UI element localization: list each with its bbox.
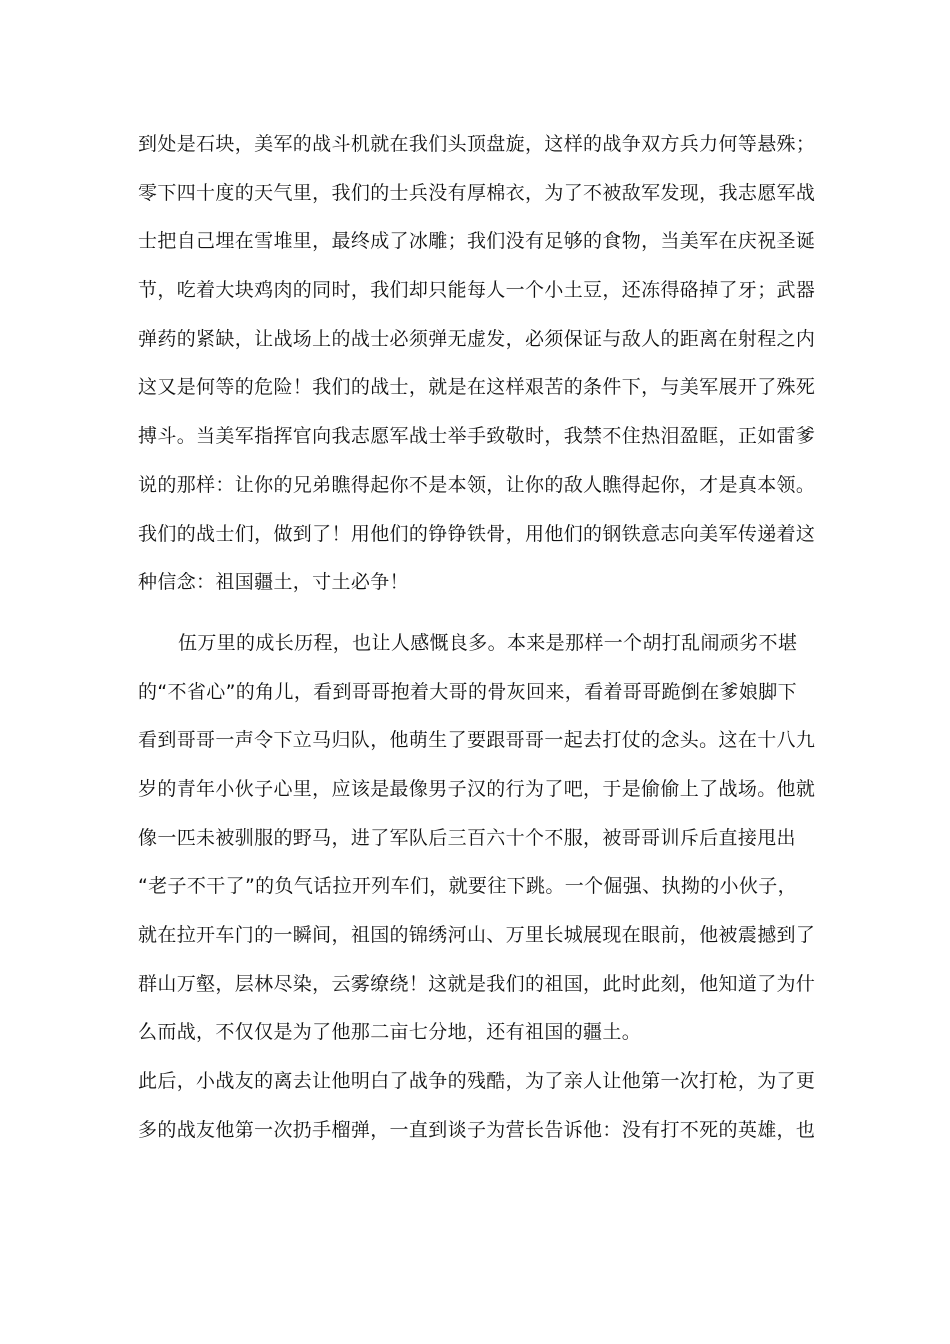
paragraph-spacer — [138, 607, 818, 619]
text-line: 说的那样：让你的兄弟瞧得起你不是本领，让你的敌人瞧得起你，才是真本领。 — [138, 473, 816, 496]
text-line: 多的战友他第一次扔手榴弹，一直到谈子为营长告诉他：没有打不死的英雄，也 — [138, 1118, 816, 1141]
paragraph-2 — [138, 619, 818, 1057]
text-line: 士把自己埋在雪堆里，最终成了冰雕；我们没有足够的食物，当美军在庆祝圣诞 — [138, 230, 816, 253]
paragraph-3 — [138, 1057, 818, 1154]
text-line: 群山万壑，层林尽染，云雾缭绕！这就是我们的祖国，此时此刻，他知道了为什 — [138, 972, 816, 995]
text-line: 我们的战士们，做到了！用他们的铮铮铁骨，用他们的钢铁意志向美军传递着这 — [138, 522, 816, 545]
text-line: 搏斗。当美军指挥官向我志愿军战士举手致敬时，我禁不住热泪盈眶，正如雷爹 — [138, 425, 816, 448]
text-line: 像一匹未被驯服的野马，进了军队后三百六十个不服，被哥哥训斥后直接甩出 — [138, 826, 796, 849]
text-line: 这又是何等的危险！我们的战士，就是在这样艰苦的条件下，与美军展开了殊死 — [138, 376, 816, 399]
text-line: 节，吃着大块鸡肉的同时，我们却只能每人一个小土豆，还冻得硌掉了牙；武器 — [138, 279, 816, 302]
text-line: 么而战，不仅仅是为了他那二亩七分地，还有祖国的疆土。 — [138, 1021, 642, 1044]
document-body — [138, 120, 818, 1154]
text-line: 岁的青年小伙子心里，应该是最像男子汉的行为了吧，于是偷偷上了战场。他就 — [138, 777, 816, 800]
text-line: 零下四十度的天气里，我们的士兵没有厚棉衣，为了不被敌军发现，我志愿军战 — [138, 181, 816, 204]
text-line: 到处是石块，美军的战斗机就在我们头顶盘旋，这样的战争双方兵力何等悬殊； — [138, 133, 816, 155]
text-line: 就在拉开车门的一瞬间，祖国的锦绣河山、万里长城展现在眼前，他被震撼到了 — [138, 924, 816, 946]
text-line: 弹药的紧缺，让战场上的战士必须弹无虚发，必须保证与敌人的距离在射程之内 — [138, 327, 816, 350]
text-line: 此后，小战友的离去让他明白了战争的残酷，为了亲人让他第一次打枪，为了更 — [138, 1070, 816, 1093]
paragraph-1 — [138, 120, 818, 607]
text-line: 的“不省心”的角儿，看到哥哥抱着大哥的骨灰回来，看着哥哥跪倒在爹娘脚下 — [138, 680, 797, 703]
text-line: 种信念：祖国疆土，寸土必争！ — [138, 571, 409, 594]
text-line-indented: 伍万里的成长历程，也让人感慨良多。本来是那样一个胡打乱闹顽劣不堪 — [178, 631, 798, 654]
text-line: 看到哥哥一声令下立马归队，他萌生了要跟哥哥一起去打仗的念头。这在十八九 — [138, 729, 816, 752]
text-line: “老子不干了”的负气话拉开列车们，就要往下跳。一个倔强、执拗的小伙子， — [138, 875, 797, 898]
